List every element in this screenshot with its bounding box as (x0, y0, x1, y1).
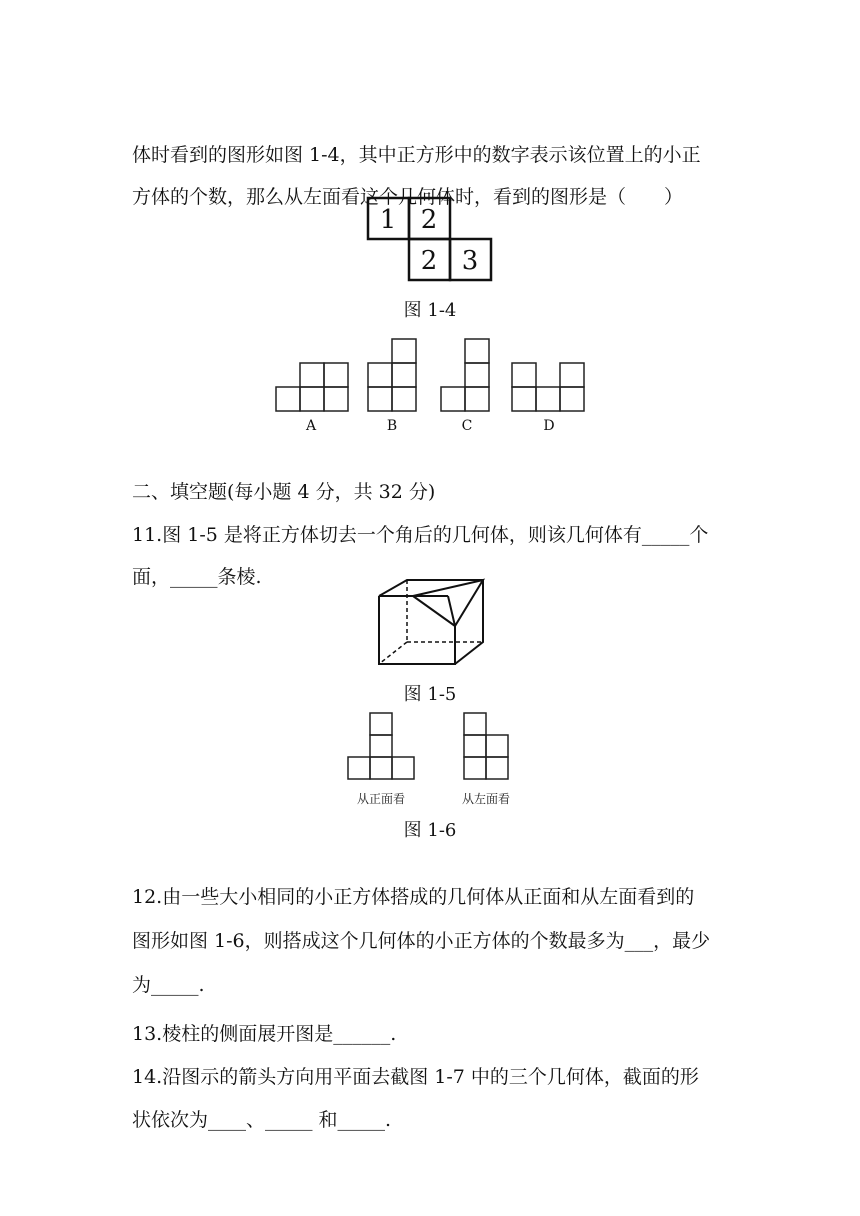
section-title: 二、填空题(每小题 4 分，共 32 分) (132, 481, 436, 503)
option-b-shape (368, 339, 416, 411)
question-13-text: 13.棱柱的侧面展开图是______. (132, 1023, 397, 1045)
question-14-text: 14.沿图示的箭头方向用平面去截图 1-7 中的三个几何体，截面的形 (132, 1066, 699, 1088)
text-line-1 (0, 118, 860, 166)
text-line-q14a (0, 1040, 860, 1088)
cell-number: 1 (379, 205, 397, 235)
front-view-shape (348, 713, 414, 779)
left-view-shape (464, 713, 508, 779)
option-label-a: A (305, 418, 317, 434)
question-text: 方体的个数，那么从左面看这个几何体时，看到的图形是（ ） (132, 186, 684, 208)
question-11-text: 面，_____条棱. (132, 566, 262, 588)
option-figures (270, 336, 590, 416)
option-label-d: D (543, 418, 555, 434)
section-heading (0, 455, 860, 503)
left-view-label: 从左面看 (461, 792, 510, 806)
figure-caption: 图 1-5 (403, 684, 457, 705)
text-line-q13 (0, 997, 860, 1045)
question-12-text: 12.由一些大小相同的小正方体搭成的几何体从正面和从左面看到的 (132, 886, 695, 908)
question-14-text: 状依次为____、_____ 和_____. (132, 1109, 392, 1131)
question-12-text: 图形如图 1-6，则搭成这个几何体的小正方体的个数最多为___，最少 (132, 930, 711, 952)
figure-1-5 (372, 576, 490, 670)
option-label-c: C (461, 418, 473, 434)
option-d-shape (512, 363, 584, 411)
text-line-q12c (0, 948, 860, 996)
front-view-label: 从正面看 (356, 792, 405, 806)
figure-1-4 (366, 196, 496, 284)
text-line-q12b (0, 904, 860, 952)
figure-caption: 图 1-4 (403, 300, 457, 321)
text-line-q14b (0, 1083, 860, 1131)
text-line-q12a (0, 860, 860, 908)
figure-1-6 (344, 708, 514, 784)
figure-caption: 图 1-6 (403, 820, 457, 841)
option-c-shape (441, 339, 489, 411)
cell-number: 2 (420, 205, 438, 235)
cell-number: 3 (461, 246, 479, 276)
text-line-q11a (0, 498, 860, 546)
cell-number: 2 (420, 246, 438, 276)
question-text: 体时看到的图形如图 1-4，其中正方形中的数字表示该位置上的小正 (132, 144, 701, 166)
question-11-text: 11.图 1-5 是将正方体切去一个角后的几何体，则该几何体有_____个 (132, 524, 709, 546)
option-label-b: B (386, 418, 398, 434)
question-12-text: 为_____. (132, 974, 205, 996)
option-a-shape (276, 363, 348, 411)
